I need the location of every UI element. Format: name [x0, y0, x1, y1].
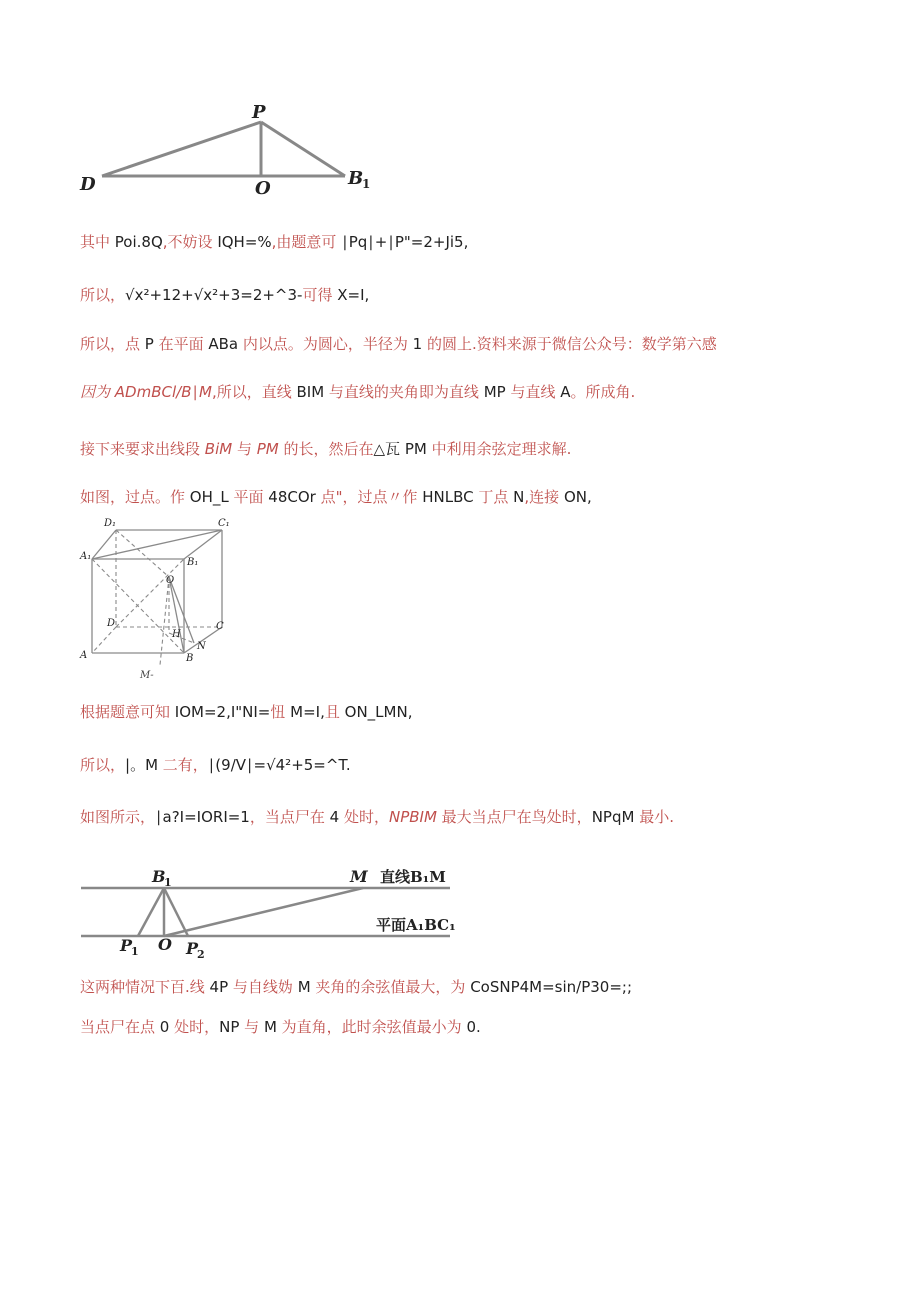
text-line-3: 所以，点 P 在平面 ABa 内以点。为圆心，半径为 1 的圆上.资料来源于微信公众号：数学第六感: [80, 335, 717, 353]
fig3-label-b-sub: 1: [164, 876, 172, 889]
line-plane-figure: [78, 858, 478, 963]
cube-label-c1: C₁: [218, 518, 230, 529]
cube-label-a: A: [80, 650, 88, 661]
cube-label-a1: A₁: [80, 551, 92, 562]
fig3-label-o: O: [158, 935, 172, 954]
label-o: O: [255, 178, 271, 198]
fig3-label-p2-sub: 2: [197, 948, 205, 961]
cube-label-b1: B₁: [187, 557, 199, 568]
label-b-sub: 1: [362, 177, 371, 191]
fig3-label-b: B: [152, 867, 166, 886]
text-line-11: 当点尸在点 0 处时，NP 与 M 为直角，此时余弦值最小为 0.: [80, 1018, 481, 1036]
fig3-line-label: 直线B₁M: [380, 868, 446, 886]
text-line-8: 所以，|。M 二有，∣(9/V∣=√4²+5=^T.: [80, 756, 351, 774]
cube-label-h: H: [172, 629, 181, 640]
text-line-6: 如图，过点。作 OH_L 平面 48COr 点"，过点〃作 HNLBC 丁点 N,连接 ON,: [80, 488, 592, 506]
fig3-label-m: M: [350, 867, 368, 886]
cube-label-m: M-: [140, 670, 154, 681]
cube-label-c: C: [216, 621, 224, 632]
cube-label-d1: D₁: [104, 518, 117, 529]
text-line-9: 如图所示，∣a?I=IORI=1，当点尸在 4 处时，NPBIM 最大当点尸在鸟处时，NPqM 最小.: [80, 808, 674, 826]
label-d: D: [80, 174, 96, 195]
label-p: P: [252, 102, 266, 123]
triangle-figure: [75, 98, 385, 198]
text-line-7: 根据题意可知 IOM=2,I"NI=忸 M=I,且 ON_LMN,: [80, 703, 413, 721]
fig3-label-p1: P: [120, 936, 133, 955]
text-line-4: 因为 ADmBCl/B∣M,所以，直线 BIM 与直线的夹角即为直线 MP 与直线 A。所成角.: [80, 383, 636, 401]
text-line-1: 其中 Poi.8Q,不妨设 IQH=%,由题意可 ∣Pq∣+∣P"=2+Ji5,: [80, 233, 469, 251]
text-line-5: 接下来要求出线段 BiM 与 PM 的长，然后在△瓦 PM 中利用余弦定理求解.: [80, 440, 572, 458]
cube-label-n: N: [197, 641, 206, 652]
text-line-2: 所以，√x²+12+√x²+3=2+^3-可得 X=I,: [80, 286, 370, 304]
cube-label-o: O: [166, 575, 175, 586]
fig3-label-p1-sub: 1: [131, 945, 139, 958]
fig3-plane-label: 平面A₁BC₁: [376, 916, 456, 934]
cube-figure: [76, 515, 236, 685]
fig3-label-p2: P: [186, 939, 199, 958]
label-b: B: [348, 168, 364, 189]
cube-label-b: B: [186, 653, 194, 664]
text-line-10: 这两种情况下百.线 4P 与自线妫 M 夹角的余弦值最大，为 CoSNP4M=sin/P30=;;: [80, 978, 633, 996]
cube-label-d: D: [107, 618, 116, 629]
